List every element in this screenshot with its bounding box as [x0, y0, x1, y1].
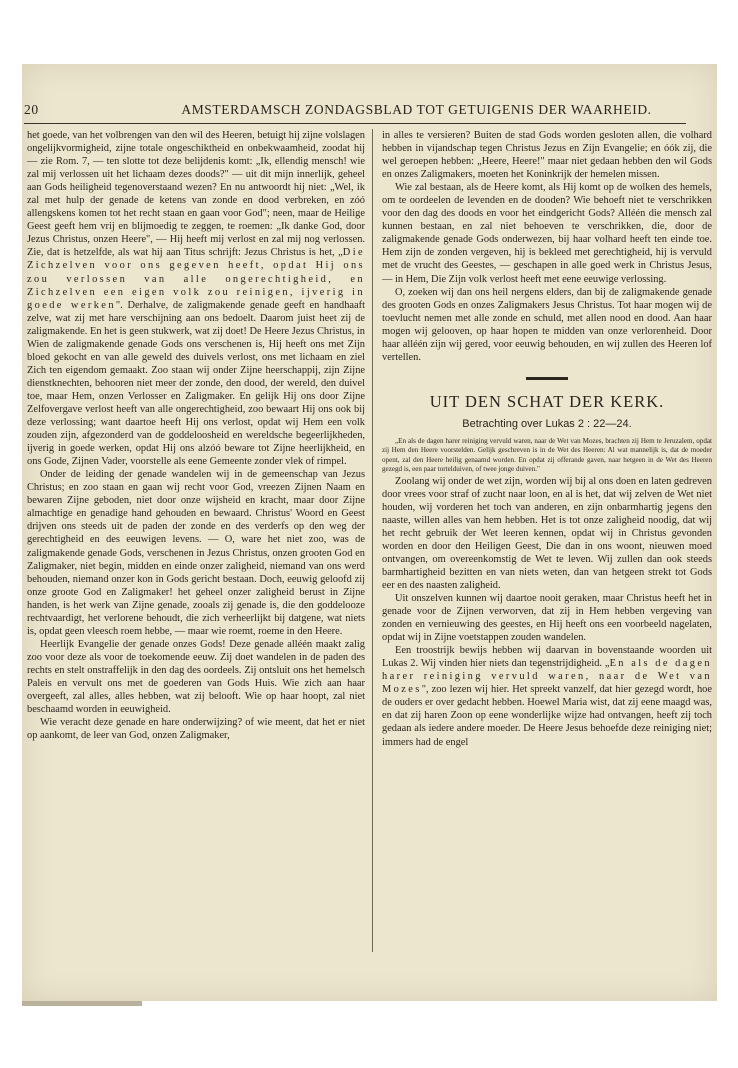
- text-run: het goede, van het volbrengen van den wil des Heeren, betuigt hij zijne volslagen ongelijkvormigheid, zijne totale ongeschiktheid en onbekwaamheid, zoodat hij — zie Rom. 7, — ten slotte tot deze belijdenis komt: „Ik, ellendig mensch! wie zal mij verlossen uit het lichaam dezes doods?" — uit dit mijn innerlijk, geheel aan Gods heiligheid tegenoverstaand wezen? En nu antwoordt hij niet: „Wel, ik zal met hulp der genade de ketens van zonde en dood verbreken, en zóó allengskens komen tot het recht staan en gaan voor God"; neen, maar de Heilige Geest geeft hem vrij en blijmoedig te zeggen, te roemen: „Ik danke God, door Jezus Christus, onzen Heere", — Hij heeft mij verlost en zal mij nog verlossen. Zie, dat is hetzelfde, als wat hij aan Titus schrijft: Jezus Christus is het, „: [27, 130, 365, 259]
- section-separator: [526, 377, 568, 380]
- text-run: ". Derhalve, de zaligmakende genade geeft en handhaaft zelve, wat zij met hare verschijning aan ons bedoelt. Daarom juist heet zij de zaligmakende. En het is geen stukwerk, wat zij doet! De Heere Jezus Christus, in Wien de zaligmakende genade Gods ons verschenen is, Hij heeft ons met Zijn bloed gekocht en van alle geweld des duivels verlost, ons met lichaam en ziel Zich ten eigendom gemaakt. Zoo staan wij onder Zijne heerschappij, zijn Zijne dienstknechten, behooren niet meer der zonde, den dood, der wereld, den duivel toe, maar Hem, onzen Verlosser en Zaligmaker. En gelijk Hij ons door Zijne Zelfovergave verlost heeft van alle ongerechtigheid, zoo bewaart Hij ons ook bij deze verlossing; want daartoe heeft Hij ons verlost, opdat wij Hem een volk zouden zijn, afgezonderd van de goddeloosheid en wereldsche begeerlijkheden, ijverig in goede werken, opdat Hij ons alzóó beware tot Zijne heerlijkheid, en ons Gode, Zijnen Vader, voorstelle als eene Gemeente zonder vlek of rimpel.: [27, 299, 365, 468]
- column-divider: [372, 129, 373, 952]
- page-number: 20: [24, 102, 39, 117]
- paragraph: Uit onszelven kunnen wij daartoe nooit geraken, maar Christus heeft het in genade voor de Zijnen verworven, dat zij in Hem hebben vergeving van zonden en vernieuwing des geestes, en Hij heeft ons een voorbeeld nagelaten, opdat wij in Zijne voetstappen zouden wandelen.: [382, 592, 712, 644]
- right-column: [382, 129, 712, 959]
- text-run: ", zoo lezen wij hier. Het spreekt vanzelf, dat hier gezegd wordt, hoe de ouders er over gedacht hebben. Hoewel Maria wist, dat zij eene maagd was, en dat zij haren Zoon op eene wonderlijke wijze had ontvangen, heeft zij toch gedaan als iedere andere moeder. De Heere Jesus behoefde deze reiniging niet; immers had de engel: [382, 684, 712, 748]
- paragraph: Wie veracht deze genade en hare onderwijzing? of wie meent, dat het er niet op aankomt, de leer van God, onzen Zaligmaker,: [27, 717, 365, 742]
- paragraph: [382, 644, 712, 748]
- page-edge: [22, 1001, 142, 1006]
- epigraph: „En als de dagen harer reiniging vervuld waren, naar de Wet van Mozes, brachten zij Hem te Jeruzalem, opdat zij Hem den Heere voorstelden. Gelijk geschreven is in de Wet des Heeren: Al wat mannelijk is, dat de moeder opent, zal den Heere heilig genaamd worden. En opdat zij offerande gaven, naar hetgeen in de Wet des Heeren gezegd is, een paar tortelduiven, of twee jonge duiven.": [382, 436, 712, 474]
- paragraph: Heerlijk Evangelie der genade onzes Gods! Deze genade alléén maakt zalig zoo voor deze als voor de toekomende eeuw. Zij doet wandelen in de paden des rechts en stelt onstraffelijk in den dag des oordeels. Zij ontsluit ons het hemelsch Paleis en vervult ons met de goederen van Gods Huis. Wie zich aan haar overgeeft, zal alles, alles hebben, wat zij belooft. Wie op haar hoopt, zal niet beschaamd worden in eeuwigheid.: [27, 638, 365, 716]
- left-column: [27, 129, 365, 959]
- paragraph: Zoolang wij onder de wet zijn, worden wij bij al ons doen en laten gedreven door vrees voor straf of zucht naar loon, en al is het, dat wij zelven de Wet niet houden, wij vorderen het toch van anderen, en zijn onbarmhartig jegens den naaste, willen alles van hem hebben. Het is tot onze zaligheid noodig, dat wij het recht gebruik der Wet leeren kennen, opdat wij in Christus gevonden worden en door den Heiligen Geest, Die dan in ons woont, nieuwen moed ontvangen, om overeenkomstig de Wet te leven. Wij zullen dan ook steeds barmhartigheid bezitten en van niets weten, dan van hetgeen strekt tot Gods eer en des naasten zaligheid.: [382, 475, 712, 591]
- paragraph: O, zoeken wij dan ons heil nergens elders, dan bij de zaligmakende genade des grooten Gods en onzes Zaligmakers Jesus Christus. Tot haar mogen wij de toevlucht nemen met alle zonde en schuld, met allen nood en dood. Aan haar mogen wij gelooven, op haar hopen te midden van onze verlorenheid. Door haar alléén zijn wij gered, voor eeuwig behouden, en wij zullen des Heeren lof vertellen.: [382, 286, 712, 363]
- paragraph: in alles te versieren? Buiten de stad Gods worden gesloten allen, die volhard hebben in vijandschap tegen Christus Jezus en Zijn Evangelie; en óók zij, die wel geroepen hebben: „Heere, Heere!" maar niet gedaan hebben den wil Gods en onzes Zaligmakers, moeten het Koninkrijk der hemelen missen.: [382, 130, 712, 181]
- top-margin: [0, 0, 738, 64]
- paragraph: [27, 129, 365, 468]
- paragraph: Wie zal bestaan, als de Heere komt, als Hij komt op de wolken des hemels, om te oordeelen de levenden en de dooden? Wie behoeft niet te verschrikken voor den dag des doods en voor het eindgericht Gods? Alléén die mensch zal kunnen bestaan, en zal niet behoeven te verschrikken, die, door de zaligmakende genade Gods onderwezen, bij haar volhard heeft ten einde toe. Hem zijn de zonden vergeven, hij is bekleed met gerechtigheid, hij is vervuld met de vrucht des Geestes, — geschapen in alle goed werk in Christus Jesus, — in Hem, Die Zijn volk verlost heeft met eene eeuwige verlossing.: [382, 182, 712, 285]
- paragraph: Onder de leiding der genade wandelen wij in de gemeenschap van Jezus Christus; en zoo staan en gaan wij recht voor God, vreezen Zijnen Naam en bewaren Zijne geboden, niet door onze wijsheid en kracht, maar door Zijne almachtige en genadige hand gehouden en bewaard. Christus' Woord en Geest drijven ons steeds uit de paden der zonde en des verderfs op den weg der gerechtigheid en des eeuwigen levens. — O, ware het niet zoo, was de zaligmakende genade Gods, verschenen in Jezus Christus, onzen grooten God en Zaligmaker, niet begin, midden en einde onzer zaligheid, niemand van ons werd behouden, niemand onzer kon in Gods gericht bestaan. Doch, eeuwig geloofd zij onze groote God en Zaligmaker! het geheel onzer zaligheid berust in Zijne handen, is het werk van Zijne genade, zooals zij genade is, die den goddelooze rechtvaardigt, het verlorene behoudt, die zich verheerlijkt bij datgene, wat niets is, opdat geen vleesch roem hebbe, — maar wie roemt, roeme in den Heere.: [27, 469, 365, 637]
- section-subtitle: Betrachting over Lukas 2 : 22—24.: [462, 417, 632, 430]
- section-title: UIT DEN SCHAT DER KERK.: [429, 391, 665, 411]
- header-rule: [24, 123, 686, 124]
- running-head: AMSTERDAMSCH ZONDAGSBLAD TOT GETUIGENIS DER WAARHEID.: [181, 102, 652, 117]
- text-run: Een troostrijk bewijs hebben wij daarvan in bovenstaande woorden uit Lukas 2. Wij vinden hier niets dan tegenstrijdigheid. „: [382, 645, 712, 670]
- spaced-quote: Die Zichzelven voor ons gegeven heeft, opdat Hij ons zou verlossen van alle ongerechtigheid, en Zichzelven een eigen volk zou reinigen, ijverig in goede werken: [27, 247, 365, 311]
- page-header: [24, 102, 686, 124]
- spaced-quote: En als de dagen harer reiniging vervuld waren, naar de Wet van Mozes: [382, 658, 712, 696]
